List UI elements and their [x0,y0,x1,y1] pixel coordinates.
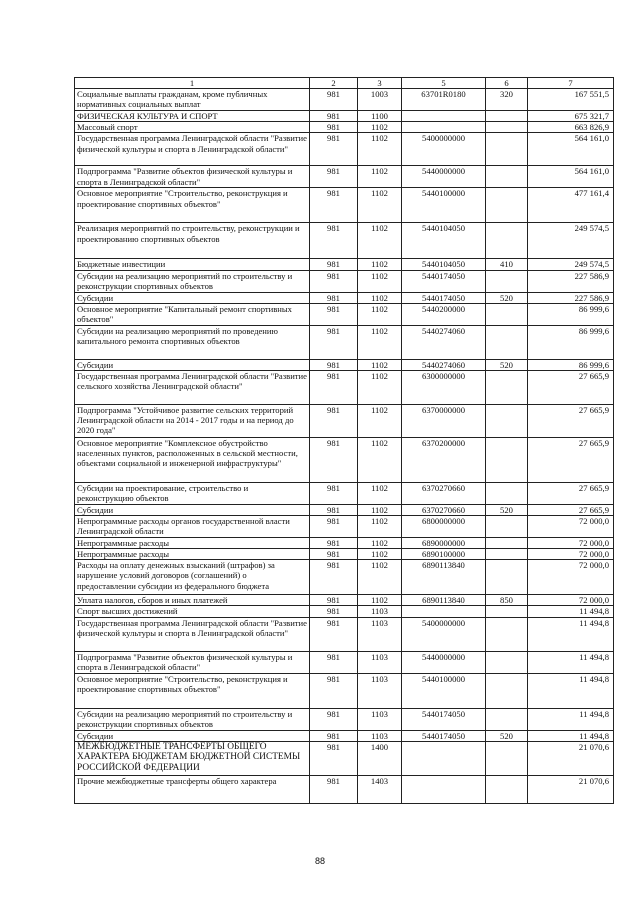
section-code-cell: 1102 [358,595,402,606]
table-row [75,617,614,651]
grbs-code-cell: 981 [310,303,358,325]
target-article-cell: 63701R0180 [402,89,486,111]
grbs-code-cell: 981 [310,437,358,482]
grbs-code-cell: 981 [310,560,358,595]
amount-cell: 72 000,0 [528,595,614,606]
expense-type-cell [486,188,528,223]
target-article-cell: 5400000000 [402,617,486,651]
section-code-cell: 1102 [358,549,402,560]
table-row [75,188,614,223]
budget-table [74,77,614,804]
amount-cell: 11 494,8 [528,673,614,708]
section-code-cell: 1102 [358,404,402,437]
amount-cell: 675 321,7 [528,111,614,122]
name-cell: Основное мероприятие "Капитальный ремонт спортивных объектов" [75,303,310,325]
section-code-cell: 1102 [358,259,402,270]
amount-cell: 86 999,6 [528,325,614,359]
grbs-code-cell: 981 [310,292,358,303]
target-article-cell: 5440104050 [402,259,486,270]
name-cell: Подпрограмма "Устойчивое развитие сельских территорий Ленинградской области на 2014 - 2017 годы и на период до 2020 года" [75,404,310,437]
expense-type-cell [486,133,528,166]
expense-type-cell [486,775,528,803]
target-article-cell [402,741,486,775]
target-article-cell: 6890100000 [402,549,486,560]
target-article-cell: 6370270660 [402,482,486,504]
grbs-code-cell: 981 [310,606,358,617]
section-code-cell: 1102 [358,223,402,259]
target-article-cell: 5440100000 [402,188,486,223]
name-cell: Основное мероприятие "Строительство, реконструкция и проектирование спортивных объектов" [75,673,310,708]
target-article-cell: 5440174050 [402,292,486,303]
amount-cell: 27 665,9 [528,370,614,404]
column-number-2: 2 [310,78,358,89]
expense-type-cell [486,708,528,730]
table-row [75,89,614,111]
grbs-code-cell: 981 [310,370,358,404]
expense-type-cell [486,111,528,122]
name-cell: Подпрограмма "Развитие объектов физической культуры и спорта в Ленинградской области" [75,651,310,673]
section-code-cell: 1102 [358,166,402,188]
table-row [75,270,614,292]
amount-cell: 564 161,0 [528,133,614,166]
section-code-cell: 1100 [358,111,402,122]
target-article-cell: 6890113840 [402,560,486,595]
table-row [75,259,614,270]
name-cell: Государственная программа Ленинградской области "Развитие сельского хозяйства Ленинградской области" [75,370,310,404]
table-row [75,370,614,404]
table-row [75,651,614,673]
target-article-cell: 6300000000 [402,370,486,404]
name-cell: Субсидии [75,359,310,370]
amount-cell: 86 999,6 [528,359,614,370]
table-row [75,404,614,437]
grbs-code-cell: 981 [310,549,358,560]
amount-cell: 27 665,9 [528,482,614,504]
expense-type-cell [486,651,528,673]
name-cell: Бюджетные инвестиции [75,259,310,270]
name-cell: Непрограммные расходы [75,537,310,548]
expense-type-cell [486,482,528,504]
grbs-code-cell: 981 [310,651,358,673]
section-code-cell: 1102 [358,560,402,595]
table-row [75,730,614,741]
section-code-cell: 1102 [358,437,402,482]
name-cell: Субсидии на реализацию мероприятий по строительству и реконструкции спортивных объектов [75,708,310,730]
expense-type-cell: 520 [486,504,528,515]
section-code-cell: 1102 [358,482,402,504]
section-code-cell: 1003 [358,89,402,111]
table-row [75,325,614,359]
section-code-cell: 1102 [358,303,402,325]
table-row [75,673,614,708]
name-cell: Субсидии на реализацию мероприятий по строительству и реконструкции спортивных объектов [75,270,310,292]
target-article-cell: 5440174050 [402,730,486,741]
grbs-code-cell: 981 [310,537,358,548]
table-row [75,437,614,482]
page-number: 88 [314,856,325,866]
section-code-cell: 1102 [358,122,402,133]
amount-cell: 167 551,5 [528,89,614,111]
table-row [75,549,614,560]
amount-cell: 11 494,8 [528,651,614,673]
grbs-code-cell: 981 [310,482,358,504]
table-row [75,595,614,606]
target-article-cell: 6890000000 [402,537,486,548]
amount-cell: 72 000,0 [528,537,614,548]
target-article-cell: 5440104050 [402,223,486,259]
grbs-code-cell: 981 [310,166,358,188]
name-cell: Социальные выплаты гражданам, кроме публичных нормативных социальных выплат [75,89,310,111]
name-cell: Субсидии [75,730,310,741]
target-article-cell: 5440000000 [402,651,486,673]
expense-type-cell [486,617,528,651]
expense-type-cell: 320 [486,89,528,111]
section-code-cell: 1102 [358,515,402,537]
name-cell: Прочие межбюджетные трансферты общего характера [75,775,310,803]
name-cell: Расходы на оплату денежных взысканий (штрафов) за нарушение условий договоров (соглашений) о предоставлении субсидии из федерального бюджета [75,560,310,595]
grbs-code-cell: 981 [310,223,358,259]
target-article-cell: 5400000000 [402,133,486,166]
expense-type-cell [486,537,528,548]
column-number-7: 7 [528,78,614,89]
table-row [75,292,614,303]
name-cell: Основное мероприятие "Комплексное обустройство населенных пунктов, расположенных в сельской местности, объектами социальной и инженерной инфраструктуры" [75,437,310,482]
table-row [75,741,614,775]
grbs-code-cell: 981 [310,708,358,730]
section-code-cell: 1102 [358,325,402,359]
column-number-3: 3 [358,78,402,89]
expense-type-cell [486,325,528,359]
name-cell: Спорт высших достижений [75,606,310,617]
expense-type-cell [486,437,528,482]
section-code-cell: 1102 [358,188,402,223]
target-article-cell: 5440174050 [402,708,486,730]
expense-type-cell [486,223,528,259]
name-cell: Государственная программа Ленинградской области "Развитие физической культуры и спорта в Ленинградской области" [75,617,310,651]
amount-cell: 72 000,0 [528,549,614,560]
table-row [75,223,614,259]
expense-type-cell [486,404,528,437]
expense-type-cell [486,515,528,537]
grbs-code-cell: 981 [310,504,358,515]
name-cell: Уплата налогов, сборов и иных платежей [75,595,310,606]
table-row [75,708,614,730]
grbs-code-cell: 981 [310,89,358,111]
table-row [75,482,614,504]
grbs-code-cell: 981 [310,775,358,803]
amount-cell: 27 665,9 [528,504,614,515]
expense-type-cell [486,270,528,292]
section-code-cell: 1103 [358,651,402,673]
target-article-cell: 5440200000 [402,303,486,325]
name-cell: МЕЖБЮДЖЕТНЫЕ ТРАНСФЕРТЫ ОБЩЕГО ХАРАКТЕРА БЮДЖЕТАМ БЮДЖЕТНОЙ СИСТЕМЫ РОССИЙСКОЙ ФЕДЕРАЦИИ [75,741,310,775]
section-code-cell: 1102 [358,270,402,292]
grbs-code-cell: 981 [310,515,358,537]
target-article-cell [402,111,486,122]
amount-cell: 72 000,0 [528,560,614,595]
expense-type-cell: 410 [486,259,528,270]
grbs-code-cell: 981 [310,359,358,370]
grbs-code-cell: 981 [310,133,358,166]
target-article-cell: 6800000000 [402,515,486,537]
column-number-5: 5 [402,78,486,89]
amount-cell: 564 161,0 [528,166,614,188]
section-code-cell: 1102 [358,133,402,166]
table-row [75,606,614,617]
table-row [75,775,614,803]
target-article-cell: 5440274060 [402,325,486,359]
section-code-cell: 1102 [358,504,402,515]
grbs-code-cell: 981 [310,404,358,437]
section-code-cell: 1102 [358,537,402,548]
target-article-cell [402,775,486,803]
name-cell: Массовый спорт [75,122,310,133]
table-row [75,111,614,122]
amount-cell: 663 826,9 [528,122,614,133]
table-row [75,359,614,370]
amount-cell: 21 070,6 [528,775,614,803]
grbs-code-cell: 981 [310,673,358,708]
target-article-cell: 6370200000 [402,437,486,482]
table-row [75,560,614,595]
expense-type-cell [486,166,528,188]
target-article-cell: 5440100000 [402,673,486,708]
grbs-code-cell: 981 [310,122,358,133]
expense-type-cell [486,606,528,617]
grbs-code-cell: 981 [310,617,358,651]
expense-type-cell [486,560,528,595]
amount-cell: 11 494,8 [528,708,614,730]
section-code-cell: 1103 [358,673,402,708]
table-row [75,504,614,515]
amount-cell: 227 586,9 [528,270,614,292]
grbs-code-cell: 981 [310,595,358,606]
expense-type-cell [486,303,528,325]
name-cell: Субсидии [75,292,310,303]
expense-type-cell: 520 [486,359,528,370]
name-cell: Субсидии [75,504,310,515]
amount-cell: 477 161,4 [528,188,614,223]
expense-type-cell [486,673,528,708]
expense-type-cell [486,549,528,560]
amount-cell: 11 494,8 [528,606,614,617]
amount-cell: 72 000,0 [528,515,614,537]
section-code-cell: 1103 [358,606,402,617]
table-row [75,133,614,166]
column-number-6: 6 [486,78,528,89]
grbs-code-cell: 981 [310,188,358,223]
amount-cell: 11 494,8 [528,617,614,651]
amount-cell: 249 574,5 [528,259,614,270]
amount-cell: 11 494,8 [528,730,614,741]
name-cell: Непрограммные расходы [75,549,310,560]
name-cell: Непрограммные расходы органов государственной власти Ленинградской области [75,515,310,537]
column-number-header [75,78,614,89]
grbs-code-cell: 981 [310,259,358,270]
grbs-code-cell: 981 [310,111,358,122]
section-code-cell: 1102 [358,292,402,303]
section-code-cell: 1403 [358,775,402,803]
column-number-1: 1 [75,78,310,89]
name-cell: Субсидии на проектирование, строительство и реконструкцию объектов [75,482,310,504]
table-body [75,78,614,804]
target-article-cell [402,606,486,617]
expense-type-cell [486,370,528,404]
grbs-code-cell: 981 [310,730,358,741]
target-article-cell: 6370270660 [402,504,486,515]
target-article-cell: 5440274060 [402,359,486,370]
table-row [75,122,614,133]
name-cell: ФИЗИЧЕСКАЯ КУЛЬТУРА И СПОРТ [75,111,310,122]
table-row [75,166,614,188]
section-code-cell: 1102 [358,370,402,404]
amount-cell: 227 586,9 [528,292,614,303]
section-code-cell: 1103 [358,730,402,741]
name-cell: Субсидии на реализацию мероприятий по проведению капитального ремонта спортивных объектов [75,325,310,359]
name-cell: Подпрограмма "Развитие объектов физической культуры и спорта в Ленинградской области" [75,166,310,188]
amount-cell: 27 665,9 [528,437,614,482]
grbs-code-cell: 981 [310,741,358,775]
table-row [75,537,614,548]
table-row [75,303,614,325]
grbs-code-cell: 981 [310,270,358,292]
name-cell: Реализация мероприятий по строительству, реконструкции и проектированию спортивных объектов [75,223,310,259]
name-cell: Государственная программа Ленинградской области "Развитие физической культуры и спорта в Ленинградской области" [75,133,310,166]
section-code-cell: 1103 [358,617,402,651]
target-article-cell: 6890113840 [402,595,486,606]
section-code-cell: 1103 [358,708,402,730]
amount-cell: 21 070,6 [528,741,614,775]
table-row [75,515,614,537]
target-article-cell [402,122,486,133]
expense-type-cell [486,741,528,775]
expense-type-cell: 520 [486,292,528,303]
amount-cell: 86 999,6 [528,303,614,325]
amount-cell: 249 574,5 [528,223,614,259]
expense-type-cell: 850 [486,595,528,606]
expense-type-cell: 520 [486,730,528,741]
amount-cell: 27 665,9 [528,404,614,437]
section-code-cell: 1102 [358,359,402,370]
expense-type-cell [486,122,528,133]
target-article-cell: 5440000000 [402,166,486,188]
target-article-cell: 5440174050 [402,270,486,292]
name-cell: Основное мероприятие "Строительство, реконструкция и проектирование спортивных объектов" [75,188,310,223]
target-article-cell: 6370000000 [402,404,486,437]
grbs-code-cell: 981 [310,325,358,359]
section-code-cell: 1400 [358,741,402,775]
